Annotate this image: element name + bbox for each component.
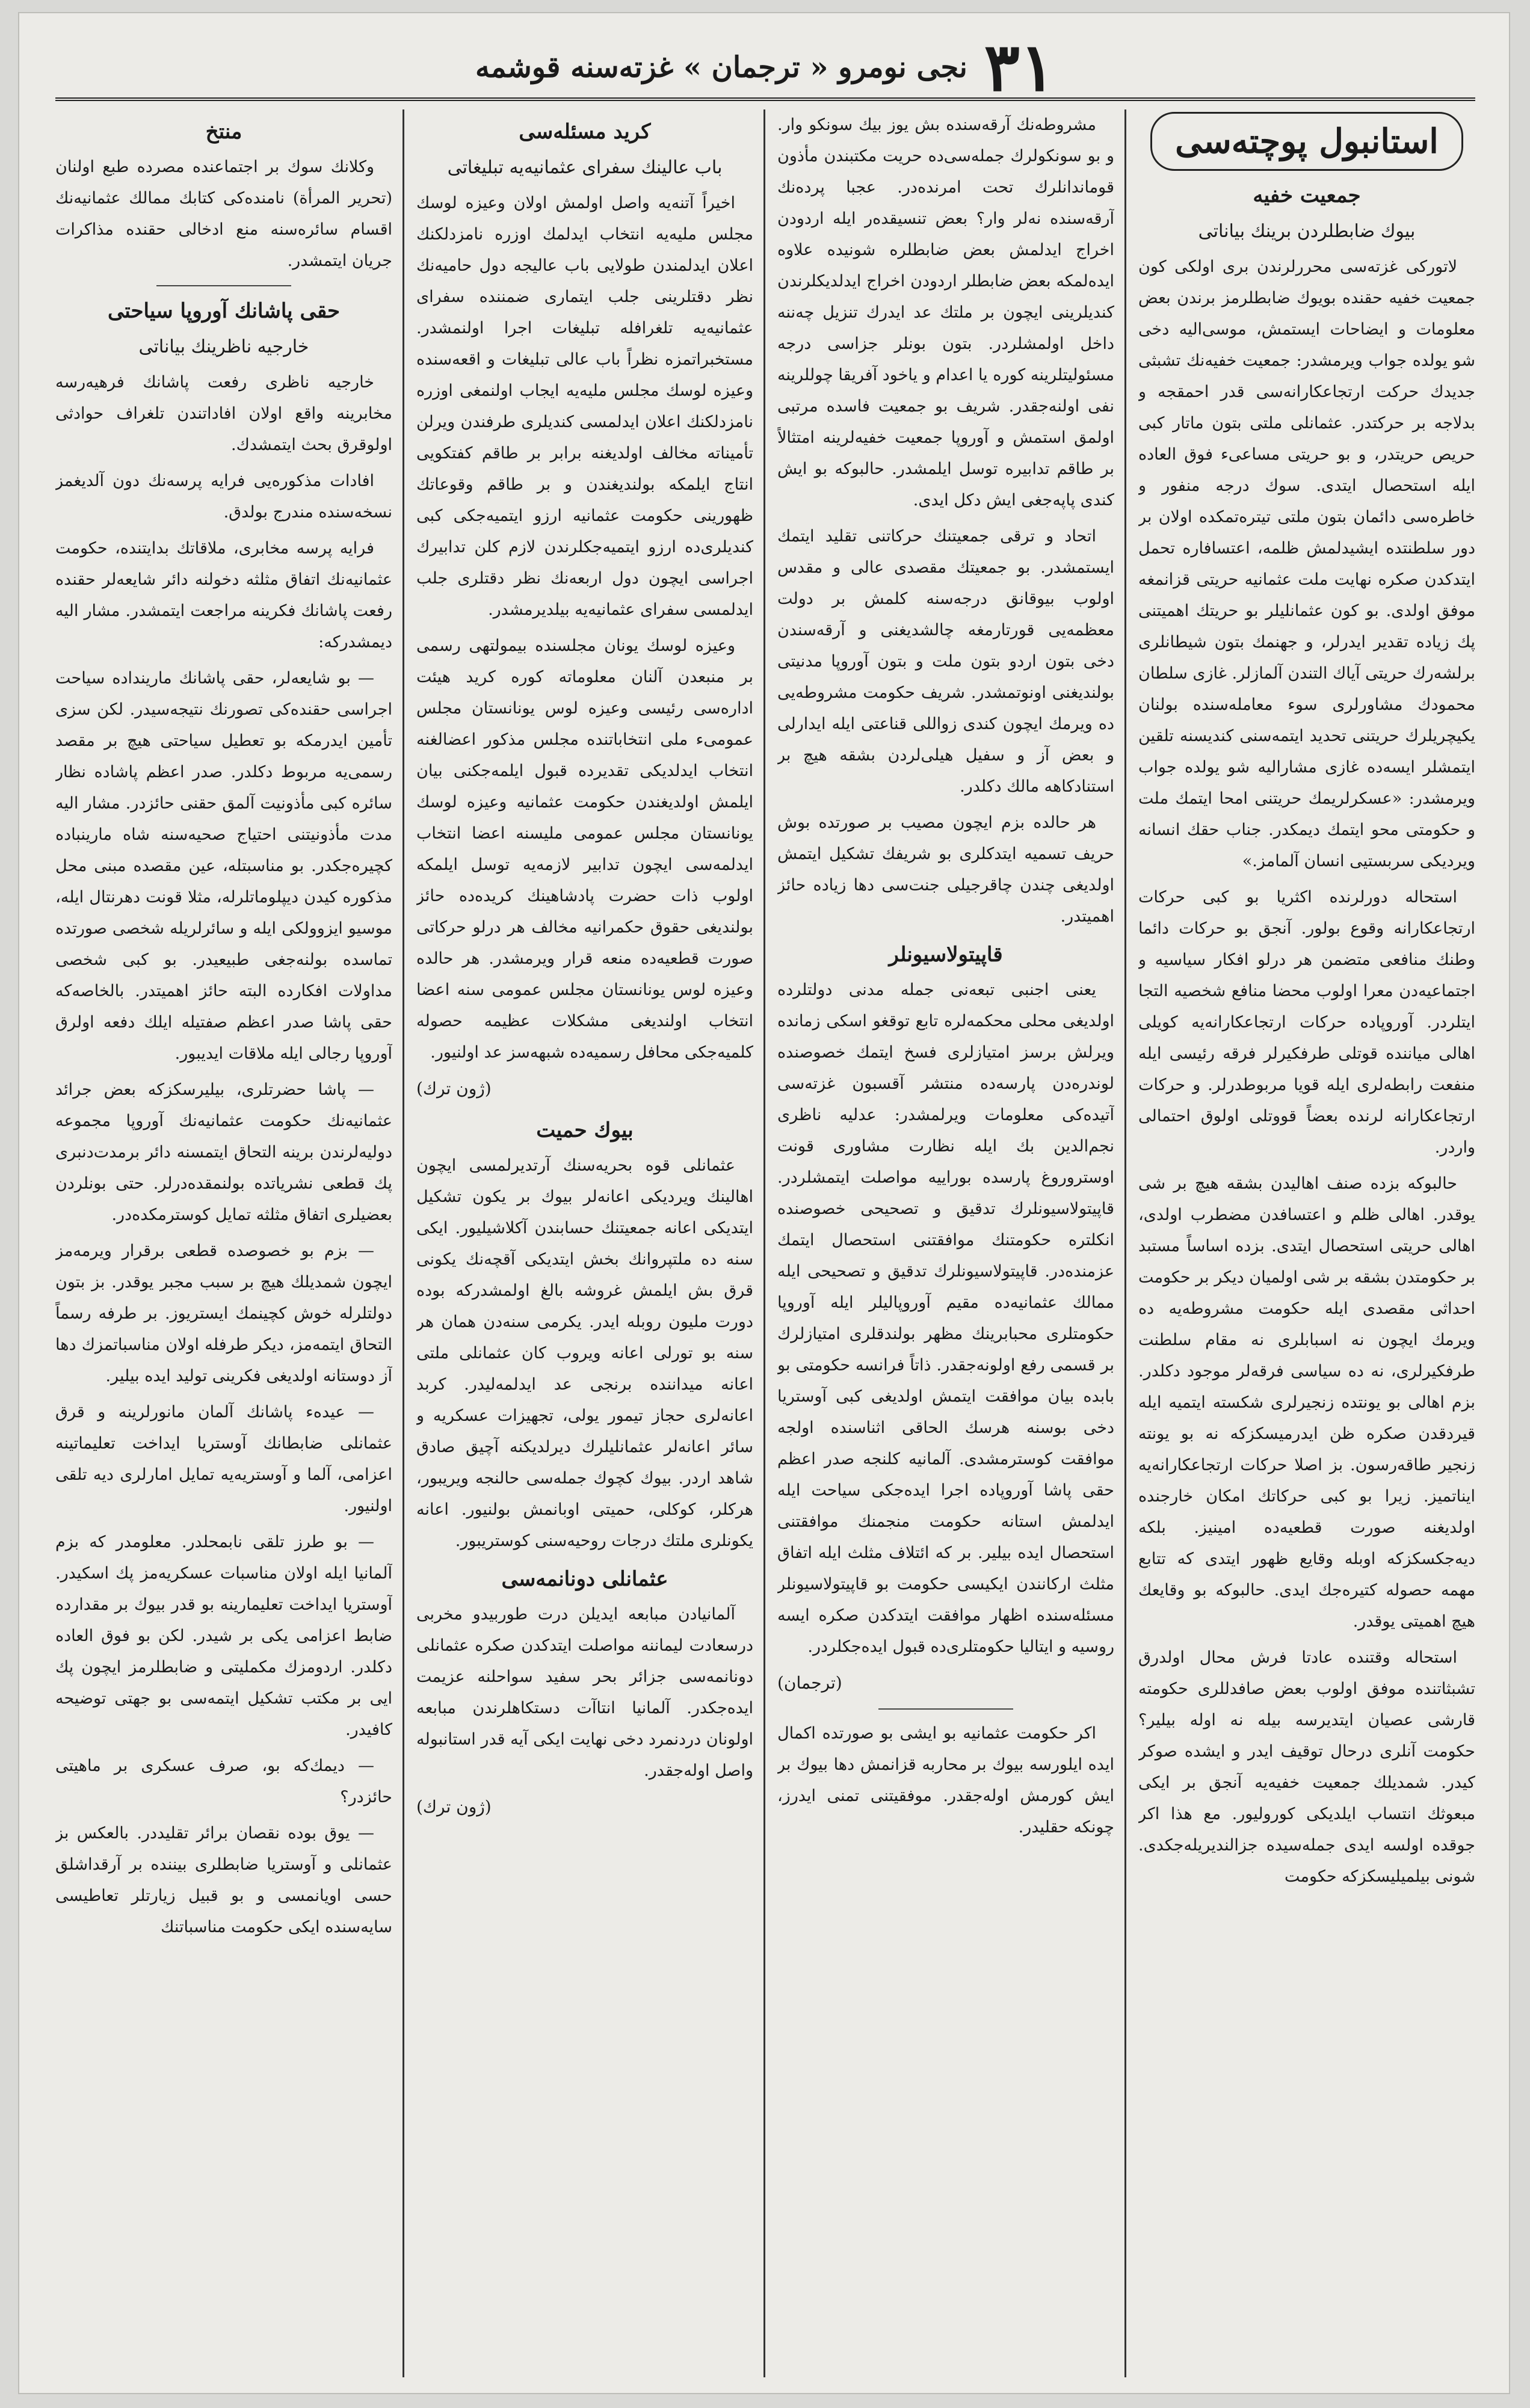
- article-heading: حقی پاشانك آوروپا سیاحتی: [107, 299, 341, 323]
- paragraph: — بو طرز تلقی نابمحلدر. معلومدر که بزم آلمانیا ایله اولان مناسبات عسکریه‌مز پك اسکیدر. آوستریا ایداخت تعلیمارینه بو قدر بیوك بر مقدارده ضابط اعزامی یکی بر شیدر. لکن بو فوق العاده دکلدر. اردومزك مکملیتی و ضابطلرمز ایچون پك ایی بر مکتب تشکیل ایتمه‌سی بو جهتی توضیحه کافیدر.: [55, 1533, 392, 1739]
- column-rule: [1124, 109, 1126, 2377]
- column-three: [416, 109, 753, 2377]
- divider: [156, 285, 291, 286]
- paragraph: استحاله وقتنده عادتا فرش محال اولدرق تشبثاتنده موفق اولوب بعض صافدللری حکومته قارشی عصیان ایتدیرسه بیله نه اوله بیلیر؟ حکومت آنلری درحال توقیف ایدر و ایشده صوكر کیدر. شمدیلك جمعیت خفیه‌یه آنجق بر ایکی مبعوثك انتساب ایلدیکی کوروليور. مع هذا اکر جوقده اولسه ایدی جمله‌سیده جزالندیریله‌جکدی. شونی بیلمیلیسکزکه حکومت: [1138, 1648, 1475, 1886]
- article-heading: کرید مسئله‌سی: [519, 120, 651, 144]
- paragraph: فرایه پرسه مخابری، ملاقاتك بدایتنده، حکومت عثمانیه‌نك اتفاق مثلثه دخولنه دائر شایعه‌لر حقنده رفعت پاشانك فکرینه مراجعت ایتمشدر. مشار الیه دیمشدرکه:: [55, 539, 392, 651]
- article-heading: بیوك حمیت: [536, 1118, 634, 1142]
- article-subheading: باب عالینك سفرای عثمانیه‌یه تبلیغاتی: [447, 157, 723, 178]
- divider: [878, 1708, 1013, 1710]
- section-title: استانبول پوچته‌سی: [1150, 112, 1463, 171]
- paragraph: — بزم بو خصوصده قطعی برقرار ویرمه‌مز ایچون شمدیلك هیچ بر سبب مجبر یوقدر. بز بتون دولتلرله خوش کچینمك ایستریوز. بر طرفه رسماً التحاق ایتمه‌مز، دیکر طرفله اولان مناسباتمزك دها آز دوستانه اولدیغی فکرینی تولید ایده بیلیر.: [55, 1242, 392, 1385]
- column-istanbul-post: [1138, 109, 1475, 2377]
- masthead-title: نجی نومرو « ترجمان » غزته‌سنه قوشمه: [475, 51, 967, 84]
- paragraph: — دیمك‌که بو، صرف عسکری بر ماهیتی حائزدر؟: [55, 1757, 392, 1806]
- article-heading: عثمانلی دونانمه‌سی: [501, 1567, 668, 1591]
- column-four: [55, 109, 392, 2377]
- newspaper-page: [18, 12, 1510, 2394]
- paragraph: لاتورکی غزته‌سی محررلرندن بری اولکی کون جمعیت خفیه حقنده بویوك ضابطلرمز برندن بعض معلومات و ایضاحات ایستمش، موسی‌الیه دخی شو یولده جواب ویرمشدر: جمعیت خفیه‌نك تشبثی جدیدك حرکت ارتجاعکارانه‌سی قدر احمقجه و بدلاجه بر حرکتدر. عثمانلی ملتی بتون ماتار کبی حریص حریتدر، و بو حریتی مساعیء فوق العاده ایله استحصال ایتدی. سوك درجه منفور و خاطره‌سی دائمان بتون ملتی تیتره‌تمکده اولان بر دور سلطنتده ایشیدلمش ظلمه، اعتسافاره تحمل ایتدکدن صکره نهایت ملت عثمانیه حریتی قزانمغه موفق اولدی. بو کون عثمانلیلر بو حریتك اهمیتنی پك زیاده تقدیر ایدرلر، و جهنمك بتون شیطانلری برلشه‌رك حریتی آیاك التندن آلمازلر. غازی سلطان محمودك مشاورلری سوء معامله‌سنده بولنان یکیچریلرك حریتنی تحدید ایتمه‌سنی کندیسنه تلقین ایتمشلر ایسه‌ده غازی مشارالیه شو یولده جواب ویرمشدر: «عسکرلریمك حریتنی امحا ایتمك ملت و حکومتی محو ایتمك دیمکدر. جناب حقك انسانه ویردیکی سربستیی انسان آلمامز.»: [1138, 257, 1475, 870]
- paragraph: اتحاد و ترقی جمعیتنك حرکاتنی تقلید ایتمك ایستمشدر. بو جمعیتك مقصدی عالی و مقدس اولوب بیوقانق درجه‌سنه کلمش بر دولت معظمه‌یی قورتارمغه چالشدیغنی و آرقه‌سندن دخی بتون اردو بتون ملت و بتون آوروپا مدنیتی بولندیغنی اونوتمشدر. شریف حکومت مشروطه‌یی ده ویرمك ایچون کندی زواللی قناعتی ایله ایدارلی و بعض آز و سفیل هیلی‌لردن بشقه هیچ بر استنادکاهه مالك دکلدر.: [777, 527, 1114, 796]
- paragraph: — عیدهء پاشانك آلمان مانورلرینه و قرق عثمانلی ضابطانك آوستریا ایداخت تعلیماتینه اعزامی، آلما و آوستریه‌یه تمایل امارلری دیه تلقی اولنیور.: [55, 1403, 392, 1515]
- article-signature: (ترجمان): [777, 1673, 842, 1693]
- article-heading: قاپیتولاسیونلر: [889, 943, 1003, 967]
- issue-number: ٣١: [984, 28, 1056, 106]
- paragraph: اخیراً آتنه‌یه واصل اولمش اولان وعیزه لوسك مجلس ملیه‌یه انتخاب ایدلمك اوزره نامزدلکنك اعلان ایدلمندن طولایی باب عالیجه دول حامیه‌نك نظر دقتلرینی جلب ایتماری ضمننده سفرای عثمانیه‌یه تلغرافله تبلیغات اجرا اولنمشدر. مستخبراتمزه نظراً باب عالی تبلیغات و اقعه‌سنده وعیزه لوسك مجلس ملیه‌یه ایجاب اولنمغی اوزره نامزدلکنك اعلان ایدلمسی کندیلری طرفندن ویرلن تأمیناته مخالف اولدیغنه برابر بر طاقم کفتکویی انتاج ایلمکه بولندیغندن و بر طاقم وقوعاتك ظهورینی حکومت عثمانیه ارزو ایتمیه‌جکی کبی کندیلری‌ده ارزو ایتمیه‌جکلرندن لازم کلن تدابیرك اجراسی ایچون دول اربعه‌نك نظر دقتلری جلب ایدلمسی سفرای عثمانیه‌یه بیلدیرمشدر.: [416, 194, 753, 619]
- paragraph: استحاله دورلرنده اکثریا بو کبی حرکات ارتجاعکارانه وقوع بولور. آنجق بو حرکات دائما وطنك منافعی متضمن هر درلو افکار سیاسیه و اجتماعیه‌دن معرا اولوب محضا منافع شخصیه التجا ایتلردر. آوروپاده حرکات ارتجاعکارانه‌یه کویلی اهالی میاننده قوتلی طرفکیرلر فرقه رئیسی ایله منفعت رابطه‌لری ایله قویا مربوطدرلر. و حرکات ارتجاعکارانه لرنده بعضاً قووتلی اولوق احتمالی واردر.: [1138, 888, 1475, 1157]
- article-subheading: خارجیه ناظرینك بیاناتی: [138, 336, 309, 357]
- paragraph: — بو شایعه‌لر، حقی پاشانك مارینداده سیاحت اجراسی حقنده‌کی تصورنك نتیجه‌سیدر. لکن سزی تأمین ایدرمکه بو تعطیل سیاحتی هیچ بر مقصد رسمی‌یه مربوط دکلدر. صدر اعظم پاشاده نظار سائره کبی مأذونیت آلمق حقنی حائزدر. مشار الیه مدت مأذونیتنی احتیاج صحیه‌سنه شاه مارینباده کچیره‌جکدر. بو مناسبتله، عین مقصده مبنی محل مذکوره کیدن دیپلوماتلرله، مثلا قونت دهرنتال ایله، موسیو ایزوولکی ایله و سائرلریله شخصی صورتده تماسده بولنه‌جغی طبیعیدر. بو کبی شخصی مداولات افکارده البته حائز اهمیتدر. بالخاصه‌که حقی پاشا صدر اعظم صفتیله ایلك دفعه اولرق آوروپا رجالی ایله ملاقات ایدیبور.: [55, 669, 392, 1063]
- article-subheading: بیوك ضابطلردن برینك بیاناتی: [1198, 221, 1416, 242]
- article-signature: (ژون ترك): [416, 1797, 492, 1817]
- column-rule: [403, 109, 404, 2377]
- paragraph: وعیزه لوسك یونان مجلسنده بیمولتهی رسمی بر منبعدن آلنان معلوماته کوره کرید هیئت اداره‌سی رئیسی وعیزه لوس یونانستان مجلس عمومی‌ء ملی انتخاباتنده مجلس مذکور اعضالغنه انتخاب ایدلدیکی تقدیرده قبول ایلمه‌جکنی بیان ایلمش اولدیغندن حکومت عثمانیه وعیزه لوسك یونانستان مجلس عمومی ملیسنه اعضا انتخاب ایدلمه‌سی ایچون تدابیر لازمه‌یه توسل ایلمکه اولوب ذات حضرت پادشاهینك کریده‌ده حائز بولندیغی حقوق حکمرانیه مخالف هر درلو حرکاتی صورت قطعیه‌ده منعه قرار ویرمشدر. هر حالده وعیزه لوس یونانستان مجلس عمومی سنه اعضا انتخاب اولندیغی مشکلات عظیمه حصوله کلمیه‌جکی محافل رسمیه‌ده شبهه‌سز عد اولنیور.: [416, 636, 753, 1062]
- paragraph: — پاشا حضرتلری، بیلیرسکزکه بعض جرائد عثمانیه‌نك حکومت عثمانیه‌نك آوروپا مجموعه دولیه‌لرندن برینه التحاق ایتمسنه دائر برمدت‌دنبری پك قطعی نشریاتده بولنمقده‌درلر. حتی بونلردن بعضیلری اتفاق مثلثه تمایل کوسترمکده‌در.: [55, 1080, 392, 1224]
- paragraph: افادات مذکوره‌یی فرایه پرسه‌نك دون آلدیغمز نسخه‌سنده مندرج بولدق.: [55, 472, 392, 522]
- paragraph: اکر حکومت عثمانیه بو ایشی بو صورتده اکمال ایده ایلورسه بیوك بر محاربه قزانمش دها بیوك بر ایش کورمش اوله‌جقدر. موفقیتنی تمنی ایدرز، چونکه حقلیدر.: [777, 1724, 1114, 1837]
- masthead: [55, 28, 1475, 106]
- paragraph: مشروطه‌نك آرقه‌سنده بش یوز بیك سونکو وار. و بو سونکولرك جمله‌سی‌ده حریت مکتبندن مأذون قوماندانلرك تحت امرنده‌در. عجبا پرده‌نك آرقه‌سنده نه‌لر وار؟ بعض تنسیقده‌ر ایله اردودن اخراج ایدلمش بعض ضابطلره شونیده علاوه ایده‌لمکه بعض ضابطلر اردودن اخراج ایدلدیکلرندن کندیلرینی ایچون بر ملتك عد ایدرك تنزیل چه‌ننه داخل اولمشلردر. بتون بونلر جزاسی درجه مسئولیتلرینه کوره یا اعدام و یاخود آفریقا چوللرینه نفی اولنه‌جقدر. شریف بو جمعیت فاسده مرتبی اولمق استمش و آوروپا جمعیت خفیه‌لرینه امتثالاً بر طاقم تدابیره توسل ایلمشدر. حالبوکه بو ایش کندی پاپه‌جغی ایش دکل ایدی.: [777, 115, 1114, 510]
- paragraph: حالبوکه بزده صنف اهالیدن بشقه هیچ بر شی یوقدر. اهالی ظلم و اعتسافدن مضطرب اولدی، اهالی حریتی استحصال ایتدی. بزده اساساً مستبد بر حکومتدن بشقه بر شی اولمیان دیکر بر حکومت احداثی مقصدی ایله حکومت مشروطه‌یه ده ویرمك ایچون نه اسبابلری نه مقام سلطنت طرفکیرلری، نه ده سیاسی فرقه‌لر موجود دکلدر. بزم اهالی بو یونتده زنجیرلری شکسته ایتمیه ایله قیردقدن صکره ظن ایدرمیسکزکه نه بو یونته زنجیر طاقه‌رسون. بز اصلا حرکات ارتجاعکارانه‌یه ایناتمیز. زیرا بو کبی حرکاتك امکان خارجنده اولدیغنه صورت قطعیه‌ده امینیز. بلکه دیه‌جکسکزکه اوبله وقایع ظهور ایتدی که تتابع مهمه حصوله کتیره‌جك ایدی. حالبوکه بو وقایعك هیچ اهمیتی یوقدر.: [1138, 1174, 1475, 1631]
- paragraph: یعنی اجنبی تبعه‌نی جمله مدنی دولتلرده اولدیغی محلی محکمه‌لره تابع توقغو اسکی زمانده ویرلش برسز امتیازلری فسخ ایتمك خصوصنده لوندره‌دن پارسه‌ده منتشر آقسبون غزته‌سی آتیده‌کی معلومات ویرلمشدر: عدلیه ناظری نجم‌الدین بك ایله نظارت مشاوری قونت اوستروروغ پارسده بوراییه مواصلت ایتمشلردر. قاپیتولاسیونلرك تدقیق و تصحیحی خصوصنده انکلتره حکومتنك موافقتنی استحصال ایتمك عزمنده‌در. قاپیتولاسیونلرك تدقیق و تصحیحی ایله ممالك عثمانیه‌ده مقیم آوروپالیلر ایله آوروپا حکومتلری محبابرینك مظهر بولندقلری امتیازلرك بر قسمی رفع اولونه‌جقدر. ذاتاً فرانسه حکومتی بو بابده بیان موافقت ایتمش اولدیغی کبی آوستریا دخی بوسنه هرسك الحاقی اثناسنده اولجه موافقت کوسترمشدی. آلمانیه کلنجه صدر اعظم حقی پاشا آوروپاده اجرا ایده‌جکی سیاحت ایله ایدلمش استانه حکومت منجمنك موافقتنی استحصال ایده بیلیر. بر که ائتلاف مثلث ایله اتفاق مثلث ارکانندن ایکیسی حکومت بو قاپیتولاسیونلر مسئله‌سنده اظهار موافقت ایتدکدن صکره ایسه روسیه و ایتالیا حکومتلری‌ده قبول ایده‌جکلردر.: [777, 981, 1114, 1656]
- column-rule: [763, 109, 765, 2377]
- paragraph: عثمانلی قوه بحریه‌سنك آرتدیرلمسی ایچون اهالینك ویردیکی اعانه‌لر بیوك بر یکون تشکیل ایتدیکی اعانه جمعیتنك حسابندن آکلاشیلیور. ایکی سنه ده ملتپروانك بخش ایتدیکی آقچه‌نك یکونی قرق بش ایلمش غروشه بالغ اولمشدرکه بوده دورت ملیون روبله ایدر. یکرمی سنه‌دن همان هر سنه بو تورلی اعانه ویروب کان عثمانلی ملتی اعانه میداننده برنجی عد ایدلمه‌لیدر. کربد اعانه‌لری حجاز تیمور یولی، تجهیزات عسکریه و سائر اعانه‌لر عثمانلیلرك دیرلدیکنه آچیق صادق شاهد اردر. بیوك کچوك جمله‌سی حالنجه ویریبور، هرکلر، کوکلی، حمیتی اوبانمش بولنیور. اعانه یکونلری ملتك درجات روحیه‌سنی کوستریبور.: [416, 1156, 753, 1550]
- article-heading: جمعیت خفیه: [1253, 183, 1361, 208]
- paragraph: خارجیه ناظری رفعت پاشانك فرهیه‌رسه مخابرینه واقع اولان افاداتندن تلغراف حوادثی اولوقرق بحث ایتمشدك.: [55, 373, 392, 454]
- article-signature: (ژون ترك): [416, 1079, 492, 1098]
- paragraph: — یوق بوده نقصان برائر تقلیددر. بالعکس بز عثمانلی و آوستریا ضابطلری بیننده بر آرقداشلق حسی اویانمسی و بو قبیل زیارتلر تعاطیسی سایه‌سنده ایکی حکومت مناسباتنك: [55, 1824, 392, 1936]
- paragraph: هر حالده بزم ایچون مصیب بر صورتده بوش حریف تسمیه ایتدکلری بو شریفك تشکیل ایتمش اولدیغی چندن چاقرجیلی جنت‌سی دها زیاده حائز اهمیتدر.: [777, 813, 1114, 926]
- paragraph: آلمانیادن مبابعه ایدیلن درت طوربیدو مخربی درسعادت لیماننه مواصلت ایتدکدن صکره عثمانلی دونانمه‌سی جزائر بحر سفید سواحلنه عزیمت ایده‌جکدر. آلمانیا انتاآت دستکاهلرندن مبابعه اولونان دردنمرد دخی نهایت ایکی آیه قدر استانبوله واصل اوله‌جقدر.: [416, 1605, 753, 1780]
- columns-area: [55, 109, 1475, 2377]
- paragraph: وکلانك سوك بر اجتماعنده مصرده طبع اولنان (تحریر المرأة) نامنده‌کی کتابك ممالك عثمانیه‌نك اقسام سائره‌سنه منع ادخالی حقنده مذاکرات جریان ایتمشدر.: [55, 158, 392, 270]
- column-two: [777, 109, 1114, 2377]
- article-heading: منتخ: [205, 120, 242, 144]
